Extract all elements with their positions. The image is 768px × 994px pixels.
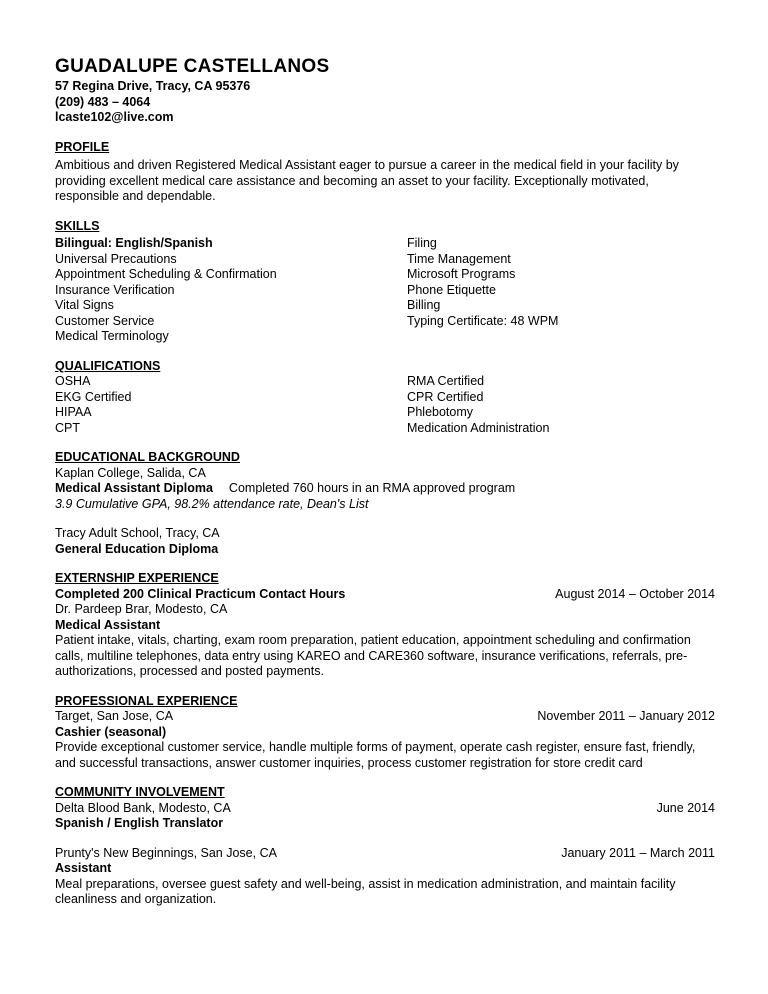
community-dates2: January 2011 – March 2011 (561, 845, 715, 860)
skills-row (55, 252, 715, 268)
professional-heading: PROFESSIONAL EXPERIENCE (55, 693, 238, 708)
degree-medical-assistant: Medical Assistant Diploma (55, 481, 213, 495)
applicant-name: GUADALUPE CASTELLANOS (55, 56, 330, 77)
professional-employer: Target, San Jose, CA (55, 709, 174, 723)
skill-item: Phone Etiquette (407, 282, 496, 297)
community-org1: Delta Blood Bank, Modesto, CA (55, 800, 231, 815)
qualification-item: Medication Administration (407, 420, 550, 435)
qualification-item: RMA Certified (407, 374, 485, 388)
skill-item: Insurance Verification (55, 282, 175, 297)
community-role2: Assistant (55, 861, 112, 875)
skill-item: Billing (407, 298, 441, 312)
professional-role: Cashier (seasonal) (55, 724, 167, 739)
professional-description: Provide exceptional customer service, handle multiple forms of payment, operate cash register, ensure fast, friendly, and successful transactions, answer customer inquiries, process customer registration for store credit card (55, 740, 696, 770)
qualification-item: CPT (55, 420, 80, 435)
skills-row (55, 236, 715, 252)
qualifications-heading: QUALIFICATIONS (55, 358, 161, 373)
qualification-item: CPR Certified (407, 389, 484, 404)
externship-description: Patient intake, vitals, charting, exam room preparation, patient education, appointment scheduling and confirmation calls, multiline telephones, data entry using KAREO and CARE360 software, insurance verifications, referrals, pre-authorizations, processed and posted payments. (55, 633, 691, 678)
degree-ged: General Education Diploma (55, 541, 219, 556)
skills-list (55, 236, 715, 345)
skill-item: Typing Certificate: 48 WPM (407, 313, 559, 328)
skill-item: Time Management (407, 251, 511, 266)
skills-row (55, 329, 715, 345)
skills-row (55, 314, 715, 330)
qualification-row (55, 405, 715, 421)
skill-item: Microsoft Programs (407, 267, 516, 281)
school-kaplan: Kaplan College, Salida, CA (55, 465, 206, 480)
degree-note: Completed 760 hours in an RMA approved program (228, 481, 516, 495)
externship-title: Completed 200 Clinical Practicum Contact Hours (55, 586, 346, 601)
skills-row (55, 283, 715, 299)
profile-heading: PROFILE (55, 139, 110, 154)
qualification-row (55, 374, 715, 390)
skill-item: Medical Terminology (55, 329, 169, 343)
community-dates1: June 2014 (656, 800, 715, 815)
skills-row (55, 298, 715, 314)
qualifications-list (55, 374, 715, 436)
community-description2: Meal preparations, oversee guest safety and well-being, assist in medication administration, and maintain facility cleanliness and organization. (55, 876, 676, 906)
skill-item: Filing (407, 236, 437, 250)
skill-item: Universal Precautions (55, 251, 177, 266)
resume-page (55, 55, 715, 908)
skill-item: Appointment Scheduling & Confirmation (55, 267, 277, 281)
externship-dates: August 2014 – October 2014 (555, 586, 715, 601)
email: lcaste102@live.com (55, 110, 174, 124)
externship-title-row (55, 587, 715, 603)
skill-item: Customer Service (55, 313, 155, 328)
qualification-item: HIPAA (55, 405, 92, 419)
externship-heading: EXTERNSHIP EXPERIENCE (55, 571, 219, 585)
skill-item: Bilingual: English/Spanish (55, 236, 213, 250)
qualification-item: OSHA (55, 374, 91, 388)
professional-dates: November 2011 – January 2012 (537, 709, 715, 723)
qualification-row (55, 390, 715, 406)
community-role1: Spanish / English Translator (55, 816, 224, 830)
phone: (209) 483 – 4064 (55, 94, 151, 109)
community-org1-row (55, 801, 715, 817)
community-org2-row (55, 846, 715, 862)
externship-employer: Dr. Pardeep Brar, Modesto, CA (55, 602, 228, 616)
externship-role: Medical Assistant (55, 617, 161, 632)
qualification-item: EKG Certified (55, 389, 132, 404)
qualification-row (55, 421, 715, 437)
education-heading: EDUCATIONAL BACKGROUND (55, 450, 240, 464)
skills-heading: SKILLS (55, 218, 100, 233)
degree-line (55, 481, 715, 497)
community-org2: Prunty's New Beginnings, San Jose, CA (55, 845, 277, 860)
professional-employer-row (55, 709, 715, 725)
address: 57 Regina Drive, Tracy, CA 95376 (55, 79, 251, 93)
qualification-item: Phlebotomy (407, 405, 474, 419)
skill-item: Vital Signs (55, 298, 114, 312)
community-heading: COMMUNITY INVOLVEMENT (55, 785, 225, 799)
skills-row (55, 267, 715, 283)
profile-text: Ambitious and driven Registered Medical Assistant eager to pursue a career in the medical field in your facility by providing excellent medical care assistance and becoming an asset to your facility. Exceptionally motivated, responsible and dependable. (55, 158, 679, 203)
school-tracy: Tracy Adult School, Tracy, CA (55, 526, 220, 540)
honors: 3.9 Cumulative GPA, 98.2% attendance rate, Dean's List (55, 496, 369, 511)
